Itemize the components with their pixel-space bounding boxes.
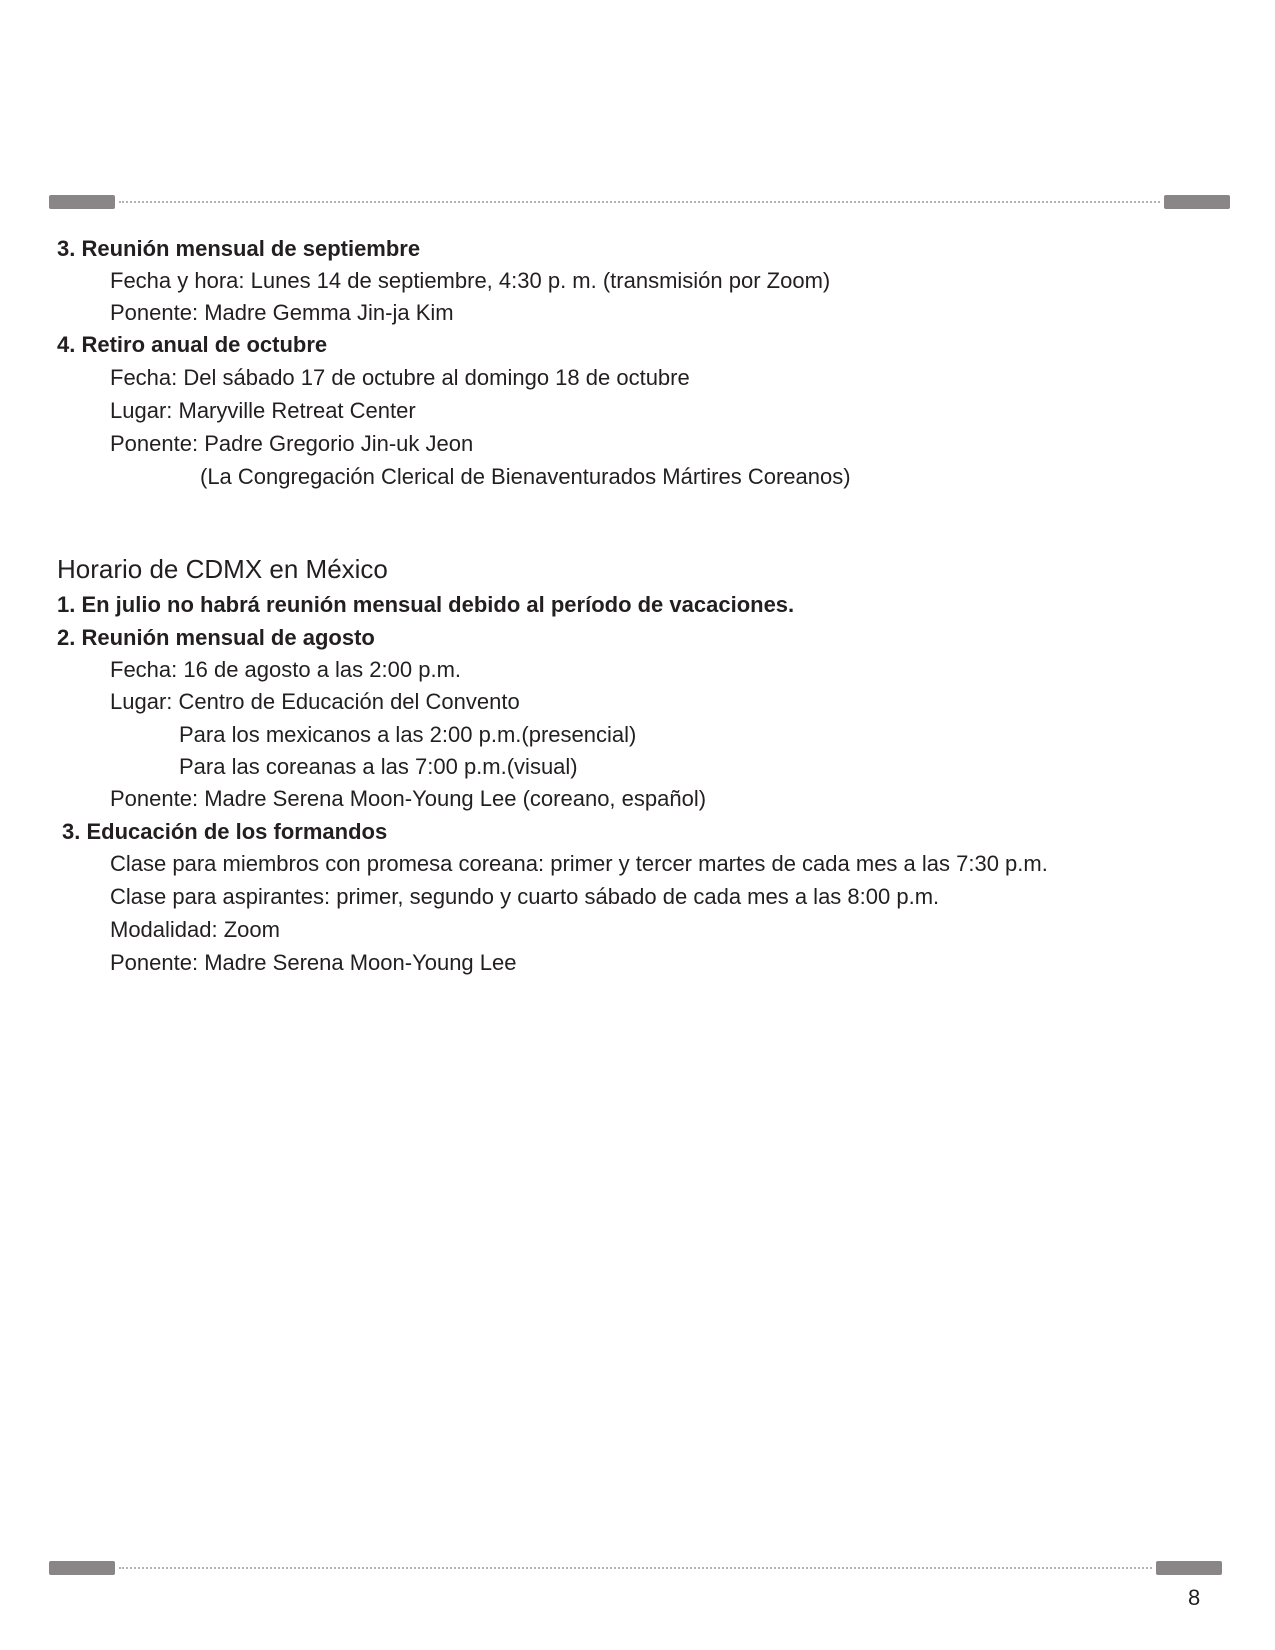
cdmx-item-2-speaker: Ponente: Madre Serena Moon-Young Lee (coreano, español) <box>110 786 707 811</box>
cdmx-item-2-place: Lugar: Centro de Educación del Convento <box>110 689 520 714</box>
item-4-speaker: Ponente: Padre Gregorio Jin-uk Jeon <box>110 431 474 456</box>
cdmx-item-2-title: 2. Reunión mensual de agosto <box>57 625 375 650</box>
bottom-divider <box>49 1561 1222 1575</box>
section-heading-cdmx: Horario de CDMX en México <box>57 554 388 584</box>
item-4-date: Fecha: Del sábado 17 de octubre al domingo 18 de octubre <box>110 365 690 390</box>
cdmx-item-2-place-mexicans: Para los mexicanos a las 2:00 p.m.(presencial) <box>179 722 637 747</box>
bottom-divider-dotted-line <box>119 1567 1152 1569</box>
cdmx-item-2-place-koreans: Para las coreanas a las 7:00 p.m.(visual) <box>179 754 578 779</box>
bottom-divider-right-bar <box>1156 1561 1222 1575</box>
cdmx-item-1-title: 1. En julio no habrá reunión mensual debido al período de vacaciones. <box>57 592 795 617</box>
item-4-title: 4. Retiro anual de octubre <box>57 332 328 357</box>
item-3-date: Fecha y hora: Lunes 14 de septiembre, 4:30 p. m. (transmisión por Zoom) <box>110 268 831 293</box>
cdmx-item-3-modality: Modalidad: Zoom <box>110 917 280 942</box>
cdmx-item-3-title: 3. Educación de los formandos <box>62 819 388 844</box>
item-4-place: Lugar: Maryville Retreat Center <box>110 398 416 423</box>
top-divider-dotted-line <box>119 201 1160 203</box>
cdmx-item-3-class-aspirants: Clase para aspirantes: primer, segundo y cuarto sábado de cada mes a las 8:00 p.m. <box>110 884 940 909</box>
bottom-divider-left-bar <box>49 1561 115 1575</box>
item-3-speaker: Ponente: Madre Gemma Jin-ja Kim <box>110 300 454 325</box>
cdmx-item-2-date: Fecha: 16 de agosto a las 2:00 p.m. <box>110 657 462 682</box>
cdmx-item-3-class-members: Clase para miembros con promesa coreana: primer y tercer martes de cada mes a las 7:30 p.m. <box>110 851 1048 876</box>
top-divider-right-bar <box>1164 195 1230 209</box>
page-number: 8 <box>1188 1585 1201 1610</box>
item-3-title: 3. Reunión mensual de septiembre <box>57 236 421 261</box>
top-divider <box>49 195 1230 209</box>
top-divider-left-bar <box>49 195 115 209</box>
item-4-speaker-note: (La Congregación Clerical de Bienaventurados Mártires Coreanos) <box>200 464 851 489</box>
cdmx-item-3-speaker: Ponente: Madre Serena Moon-Young Lee <box>110 950 517 975</box>
